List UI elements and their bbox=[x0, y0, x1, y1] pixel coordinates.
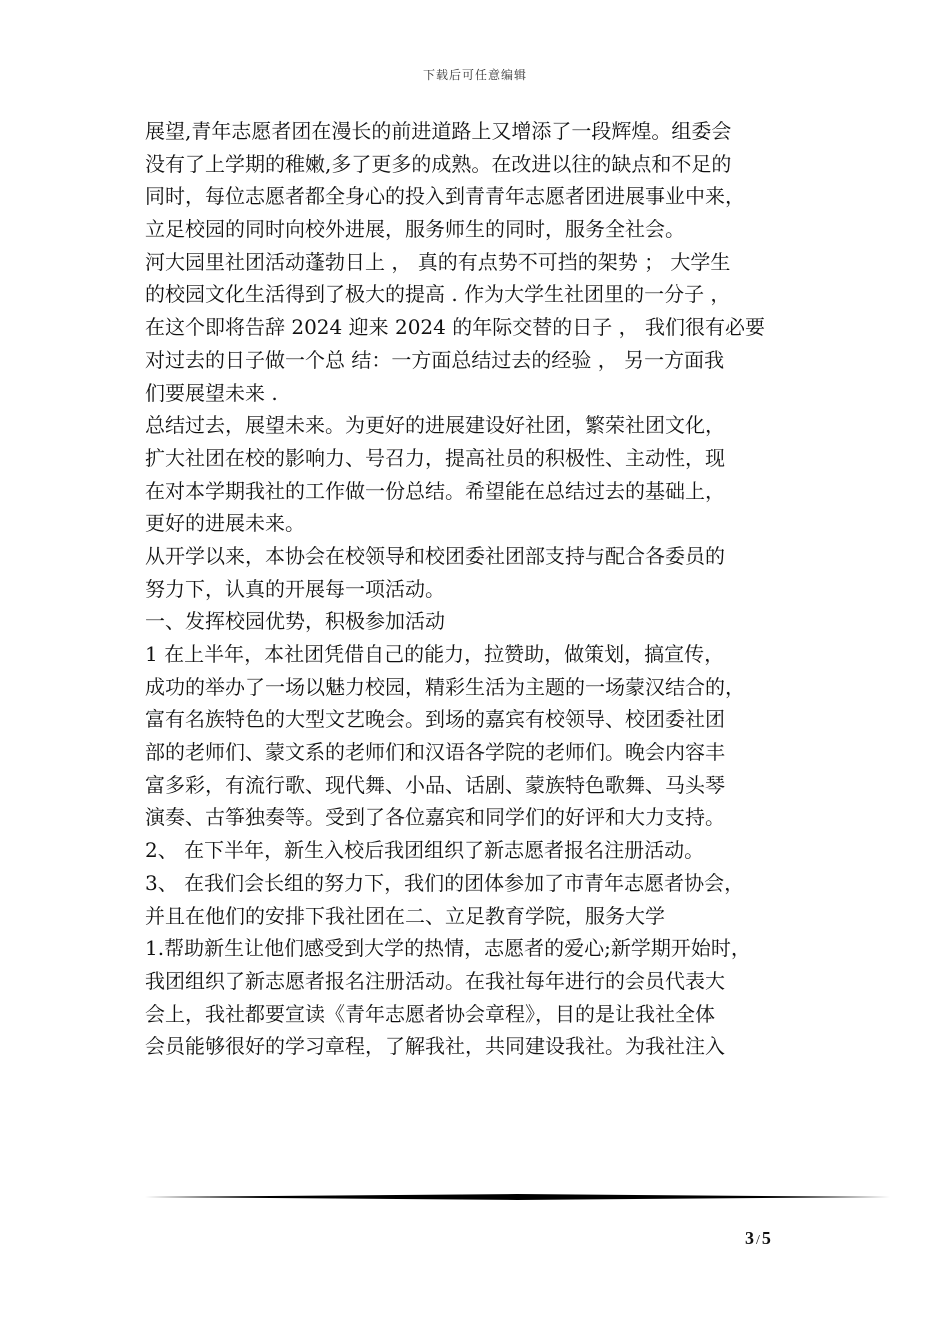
body-line: 2、 在下半年，新生入校后我团组织了新志愿者报名注册活动。 bbox=[145, 838, 705, 863]
page-total: 5 bbox=[761, 1228, 771, 1248]
body-line: 并且在他们的安排下我社团在二、立足教育学院，服务大学 bbox=[145, 903, 665, 928]
body-line: 演奏、古筝独奏等。受到了各位嘉宾和同学们的好评和大力支持。 bbox=[145, 805, 725, 830]
body-line: 从开学以来，本协会在校领导和校团委社团部支持与配合各委员的 bbox=[145, 543, 725, 568]
footer-rule bbox=[145, 1194, 890, 1200]
body-line: 3、 在我们会长组的努力下，我们的团体参加了市青年志愿者协会， bbox=[145, 870, 745, 895]
body-line: 成功的举办了一场以魅力校园，精彩生活为主题的一场蒙汉结合的， bbox=[145, 674, 745, 699]
body-line: 1.帮助新生让他们感受到大学的热情，志愿者的爱心;新学期开始时， bbox=[145, 936, 751, 961]
body-line: 我团组织了新志愿者报名注册活动。在我社每年进行的会员代表大 bbox=[145, 968, 725, 993]
body-line: 富有名族特色的大型文艺晚会。到场的嘉宾有校领导、校团委社团 bbox=[145, 707, 725, 732]
body-line: 立足校园的同时向校外进展，服务师生的同时，服务全社会。 bbox=[145, 217, 685, 242]
body-line: 扩大社团在校的影响力、号召力，提高社员的积极性、主动性，现 bbox=[145, 445, 725, 470]
body-line: 富多彩，有流行歌、现代舞、小品、话剧、蒙族特色歌舞、马头琴 bbox=[145, 772, 725, 797]
body-line: 1 在上半年，本社团凭借自己的能力，拉赞助，做策划，搞宣传， bbox=[145, 642, 725, 666]
body-line: 总结过去，展望未来。为更好的进展建设好社团，繁荣社团文化， bbox=[145, 413, 725, 438]
page-current: 3 bbox=[745, 1228, 754, 1248]
body-line: 对过去的日子做一个总 结：一方面总结过去的经验 ， 另一方面我 bbox=[145, 347, 725, 372]
body-line: 更好的进展未来。 bbox=[145, 511, 305, 536]
body-line: 没有了上学期的稚嫩,多了更多的成熟。在改进以往的缺点和不足的 bbox=[145, 151, 732, 176]
header-note: 下载后可任意编辑 bbox=[422, 68, 527, 82]
body-line: 在这个即将告辞 2024 迎来 2024 的年际交替的日子 ， 我们很有必要 bbox=[145, 315, 765, 340]
section-heading: 一、发挥校园优势，积极参加活动 bbox=[145, 609, 445, 634]
body-line: 的校园文化生活得到了极大的提高 . 作为大学生社团里的一分子 ， bbox=[145, 282, 731, 307]
body-line: 部的老师们、蒙文系的老师们和汉语各学院的老师们。晚会内容丰 bbox=[145, 740, 725, 765]
body-line: 同时，每位志愿者都全身心的投入到青青年志愿者团进展事业中来， bbox=[145, 184, 745, 209]
document-body bbox=[145, 115, 810, 1063]
body-line: 河大园里社团活动蓬勃日上 ， 真的有点势不可挡的架势 ； 大学生 bbox=[145, 249, 731, 274]
body-line: 会员能够很好的学习章程，了解我社，共同建设我社。为我社注入 bbox=[145, 1034, 725, 1059]
body-line: 努力下，认真的开展每一项活动。 bbox=[145, 576, 445, 601]
page-separator: / bbox=[756, 1233, 760, 1248]
body-line: 们要展望未来 . bbox=[145, 380, 278, 405]
body-line: 会上，我社都要宣读《青年志愿者协会章程》，目的是让我社全体 bbox=[145, 1001, 715, 1026]
page-number bbox=[745, 1228, 771, 1249]
body-line: 展望,青年志愿者团在漫长的前进道路上又增添了一段辉煌。组委会 bbox=[145, 119, 732, 143]
body-line: 在对本学期我社的工作做一份总结。希望能在总结过去的基础上， bbox=[145, 478, 725, 503]
